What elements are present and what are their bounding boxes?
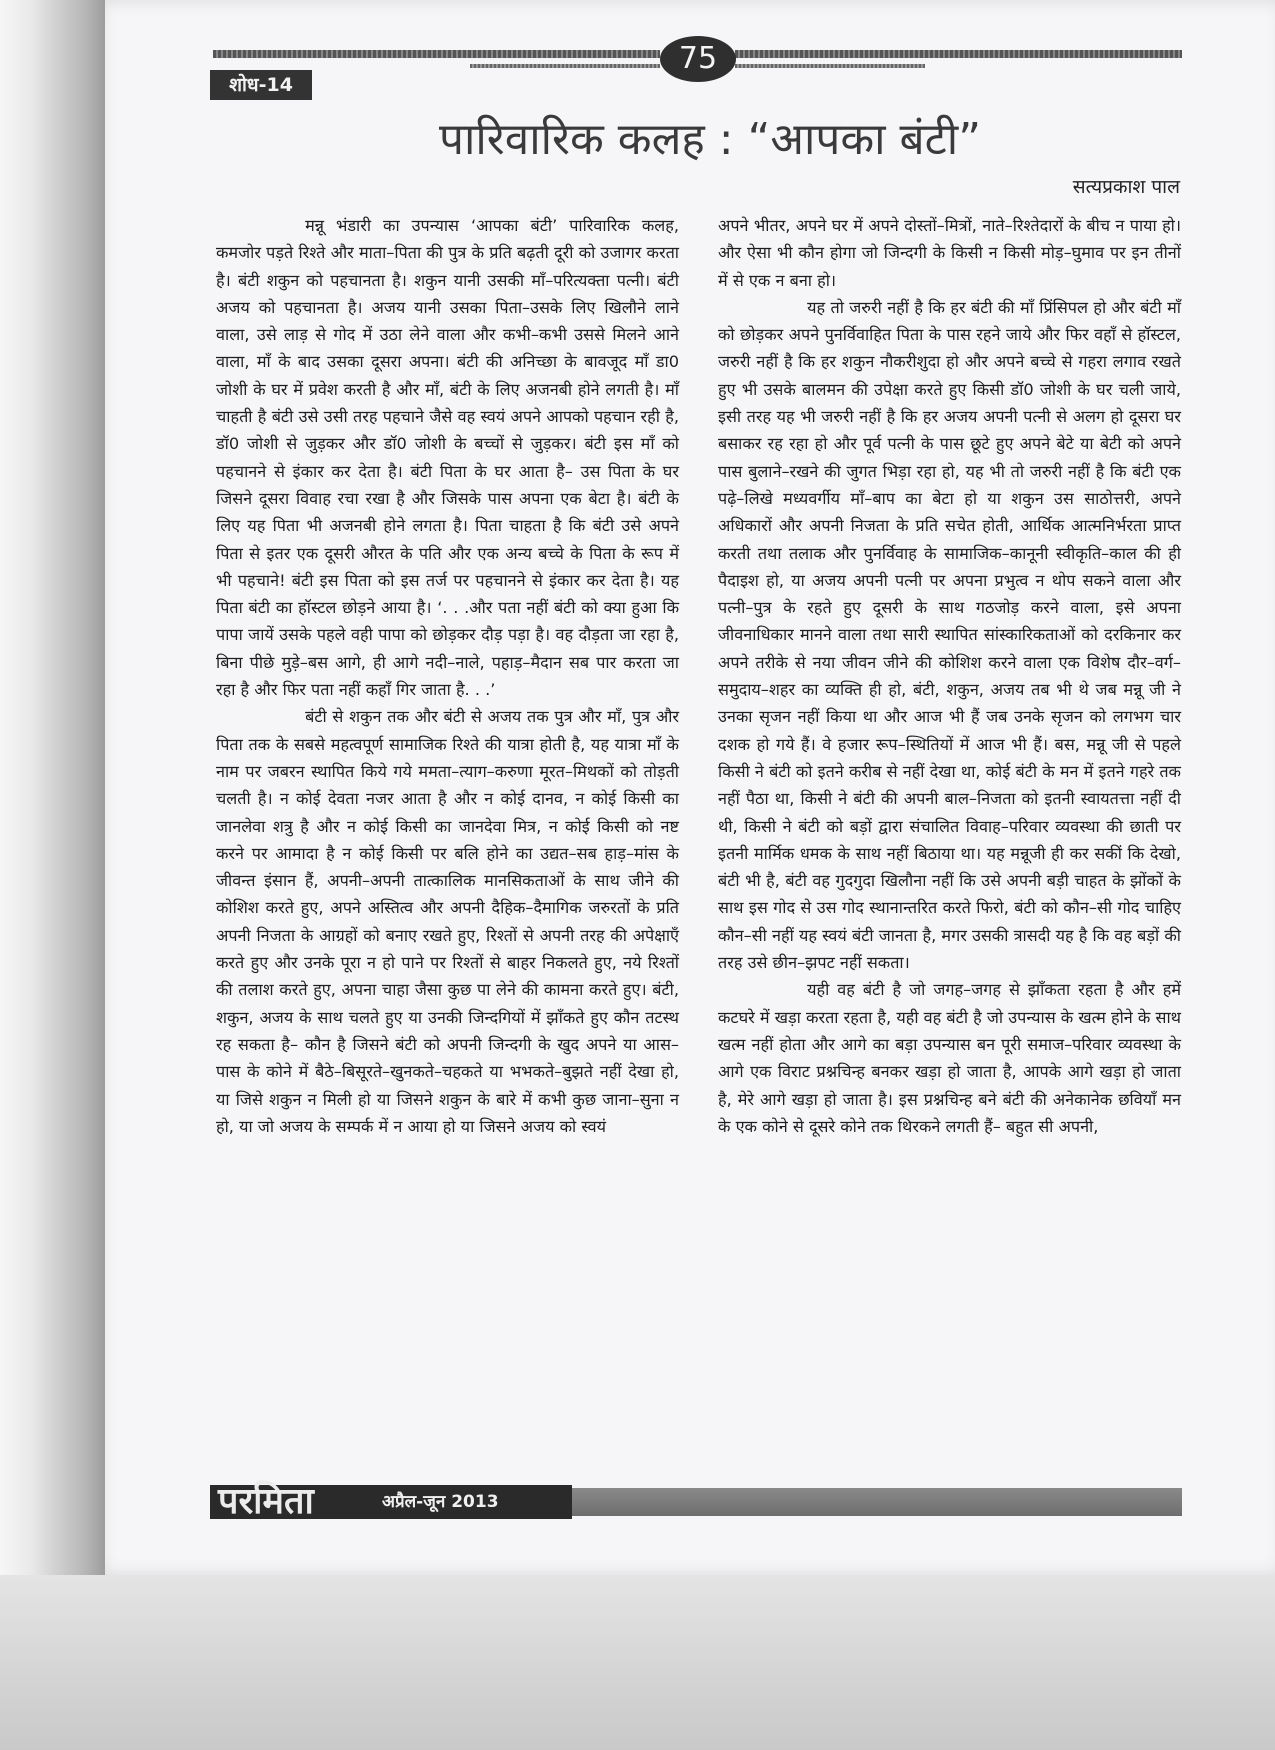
- scanner-bottom-edge: [0, 1575, 1275, 1750]
- section-tag: शोध-14: [210, 70, 312, 100]
- header-rule-left-thin: [470, 64, 660, 68]
- article-title: पारिवारिक कलह : “आपका बंटी”: [438, 114, 981, 165]
- header-rule-right: [735, 50, 1182, 58]
- book-spine-shadow: [0, 0, 105, 1750]
- header-rule-left: [213, 50, 660, 58]
- paragraph: बंटी से शकुन तक और बंटी से अजय तक पुत्र और माँ, पुत्र और पिता तक के सबसे महत्वपूर्ण सामाजिक रिश्ते की यात्रा होती है, यह यात्रा माँ के नाम पर जबरन स्थापित किये गये ममता–त्याग–करुणा मूरत–मिथकों को तोड़ती चलती है। न कोई देवता नजर आता है और न कोई दानव, न कोई किसी का जानलेवा शत्रु है और न कोई किसी का जानदेवा मित्र, न कोई किसी को नष्ट करने पर आमादा है न कोई किसी पर बलि होने का उद्यत–सब हाड़–मांस के जीवन्त इंसान हैं, अपनी–अपनी तात्कालिक मानसिकताओं के साथ जीने की कोशिश करते हुए, अपने अस्तित्व और अपनी दैहिक–दैमागिक जरुरतों के प्रति अपनी निजता के आग्रहों को बनाए रखते हुए, रिश्तों से अपनी तरह की अपेक्षाएँ करते हुए और उनके पूरा न हो पाने पर रिश्तों से बाहर निकलते हुए, नये रिश्तों की तलाश करते हुए, अपना चाहा जैसा कुछ पा लेने की कामना करते हुए। बंटी, शकुन, अजय के साथ चलते हुए या उनकी जिन्दगियों में झाँकते हुए कौन तटस्थ रह सकता है– कौन है जिसने बंटी को अपनी जिन्दगी के खुद अपने या आस–पास के कोने में बैठे–बिसूरते–खुनकते–चहकते या भभकते–बुझते नहीं देखा हो, या जिसे शकुन न मिली हो या जिसने शकुन के बारे में कभी कुछ जाना–सुना न हो, या जो अजय के सम्पर्क में न आया हो या जिसने अजय को स्वयं: [216, 707, 679, 1136]
- issue-date: अप्रैल-जून 2013: [382, 1492, 499, 1512]
- page-number: 75: [660, 36, 736, 82]
- left-column: [216, 212, 679, 1140]
- right-column: [718, 212, 1181, 1140]
- article-author: सत्यप्रकाश पाल: [1072, 176, 1180, 198]
- paragraph: यही वह बंटी है जो जगह–जगह से झाँकता रहता है और हमें कटघरे में खड़ा करता रहता है, यही वह बंटी है जो उपन्यास के खत्म होने के साथ खत्म नहीं होता और आगे का बड़ा उपन्यास बन पूरी समाज–परिवार व्यवस्था के आगे एक विराट प्रश्नचिन्ह बनकर खड़ा हो जाता है, आपके आगे खड़ा हो जाता है, मेरे आगे खड़ा हो जाता है। इस प्रश्नचिन्ह बने बंटी की अनेकानेक छवियाँ मन के एक कोने से दूसरे कोने तक थिरकने लगती हैं– बहुत सी अपनी,: [718, 980, 1181, 1136]
- magazine-name: परमिता: [218, 1480, 314, 1522]
- header-rule-right-thin: [735, 64, 925, 68]
- paragraph: मन्नू भंडारी का उपन्यास ‘आपका बंटी’ पारिवारिक कलह, कमजोर पड़ते रिश्ते और माता–पिता की पुत्र के प्रति बढ़ती दूरी को उजागर करता है। बंटी शकुन को पहचानता है। शकुन यानी उसकी माँ–परित्यक्ता पत्नी। बंटी अजय को पहचानता है। अजय यानी उसका पिता–उसके लिए खिलौने लाने वाला, उसे लाड़ से गोद में उठा लेने वाला और कभी–कभी उससे मिलने आने वाला, माँ के बाद उसका दूसरा अपना। बंटी की अनिच्छा के बावजूद माँ डा0 जोशी के घर में प्रवेश करती है और माँ, बंटी के लिए अजनबी होने लगती है। माँ चाहती है बंटी उसे उसी तरह पहचाने जैसे वह स्वयं अपने आपको पहचान रही है, डॉ0 जोशी से जुड़कर और डॉ0 जोशी के बच्चों से जुड़कर। बंटी इस माँ को पहचानने से इंकार कर देता है। बंटी पिता के घर आता है– उस पिता के घर जिसने दूसरा विवाह रचा रखा है और जिसके पास अपना एक बेटा है। बंटी के लिए यह पिता भी अजनबी होने लगता है। पिता चाहता है कि बंटी उसे अपने पिता से इतर एक दूसरी औरत के पति और एक अन्य बच्चे के पिता के रूप में भी पहचाने! बंटी इस पिता को इस तर्ज पर पहचानने से इंकार कर देता है। यह पिता बंटी का हॉस्टल छोड़ने आया है। ‘. . .और पता नहीं बंटी को क्या हुआ कि पापा जायें उसके पहले वही पापा को छोड़कर दौड़ पड़ा है। वह दौड़ता जा रहा है, बिना पीछे मुड़े–बस आगे, ही आगे नदी–नाले, पहाड़–मैदान सब पार करता जा रहा है और फिर पता नहीं कहाँ गिर जाता है. . .’: [216, 216, 679, 700]
- paragraph: यह तो जरुरी नहीं है कि हर बंटी की माँ प्रिंसिपल हो और बंटी माँ को छोड़कर अपने पुनर्विवाहित पिता के पास रहने जाये और फिर वहाँ से हॉस्टल, जरुरी नहीं है कि हर शकुन नौकरीशुदा हो और अपने बच्चे से गहरा लगाव रखते हुए भी उसके बालमन की उपेक्षा करते हुए किसी डॉ0 जोशी के घर चली जाये, इसी तरह यह भी जरुरी नहीं है कि हर अजय अपनी पत्नी से अलग हो दूसरा घर बसाकर रह रहा हो और पूर्व पत्नी के पास छूटे हुए अपने बेटे या बेटी को अपने पास बुलाने–रखने की जुगत भिड़ा रहा हो, यह भी तो जरुरी नहीं है कि बंटी एक पढ़े–लिखे मध्यवर्गीय माँ–बाप का बेटा हो या शकुन उस साठोत्तरी, अपने अधिकारों और अपनी निजता के प्रति सचेत होती, आर्थिक आत्मनिर्भरता प्राप्त करती तथा तलाक और पुनर्विवाह के सामाजिक–कानूनी स्वीकृति–काल की ही पैदाइश हो, या अजय अपनी पत्नी पर अपना प्रभुत्व न थोप सकने वाला और पत्नी–पुत्र के रहते हुए दूसरी के साथ गठजोड़ करने वाला, इसे अपना जीवनाधिकार मानने वाला तथा सारी स्थापित सांस्कारिकताओं को दरकिनार कर अपने तरीके से नया जीवन जीने की कोशिश करने वाला एक विशेष दौर–वर्ग–समुदाय–शहर का व्यक्ति ही हो, बंटी, शकुन, अजय तब भी थे जब मन्नू जी ने उनका सृजन नहीं किया था और आज भी हैं जब उनके सृजन को लगभग चार दशक हो गये हैं। वे हजार रूप–स्थितियों में आज भी हैं। बस, मन्नू जी से पहले किसी ने बंटी को इतने करीब से नहीं देखा था, कोई बंटी के मन में इतने गहरे तक नहीं पैठा था, किसी ने बंटी की अपनी बाल–निजता को इतनी स्वायतत्ता नहीं दी थी, किसी ने बंटी को बड़ों द्वारा संचालित विवाह–परिवार व्यवस्था की छाती पर इतनी मार्मिक धमक के साथ नहीं बिठाया था। यह मन्नूजी ही कर सकीं कि देखो, बंटी भी है, बंटी वह गुदगुदा खिलौना नहीं कि उसे अपनी बड़ी चाहत के झोंकों के साथ इस गोद से उस गोद स्थानान्तरित करते फिरो, बंटी को कौन–सी गोद चाहिए कौन–सी नहीं यह स्वयं बंटी जानता है, मगर उसकी त्रासदी यह है कि वह बड़ों की तरह उसे छीन–झपट नहीं सकता।: [718, 297, 1181, 973]
- paragraph: अपने भीतर, अपने घर में अपने दोस्तों–मित्रों, नाते–रिश्तेदारों के बीच न पाया हो। और ऐसा भी कौन होगा जो जिन्दगी के किसी न किसी मोड़–घुमाव पर इन तीनों में से एक न बना हो।: [718, 216, 1181, 290]
